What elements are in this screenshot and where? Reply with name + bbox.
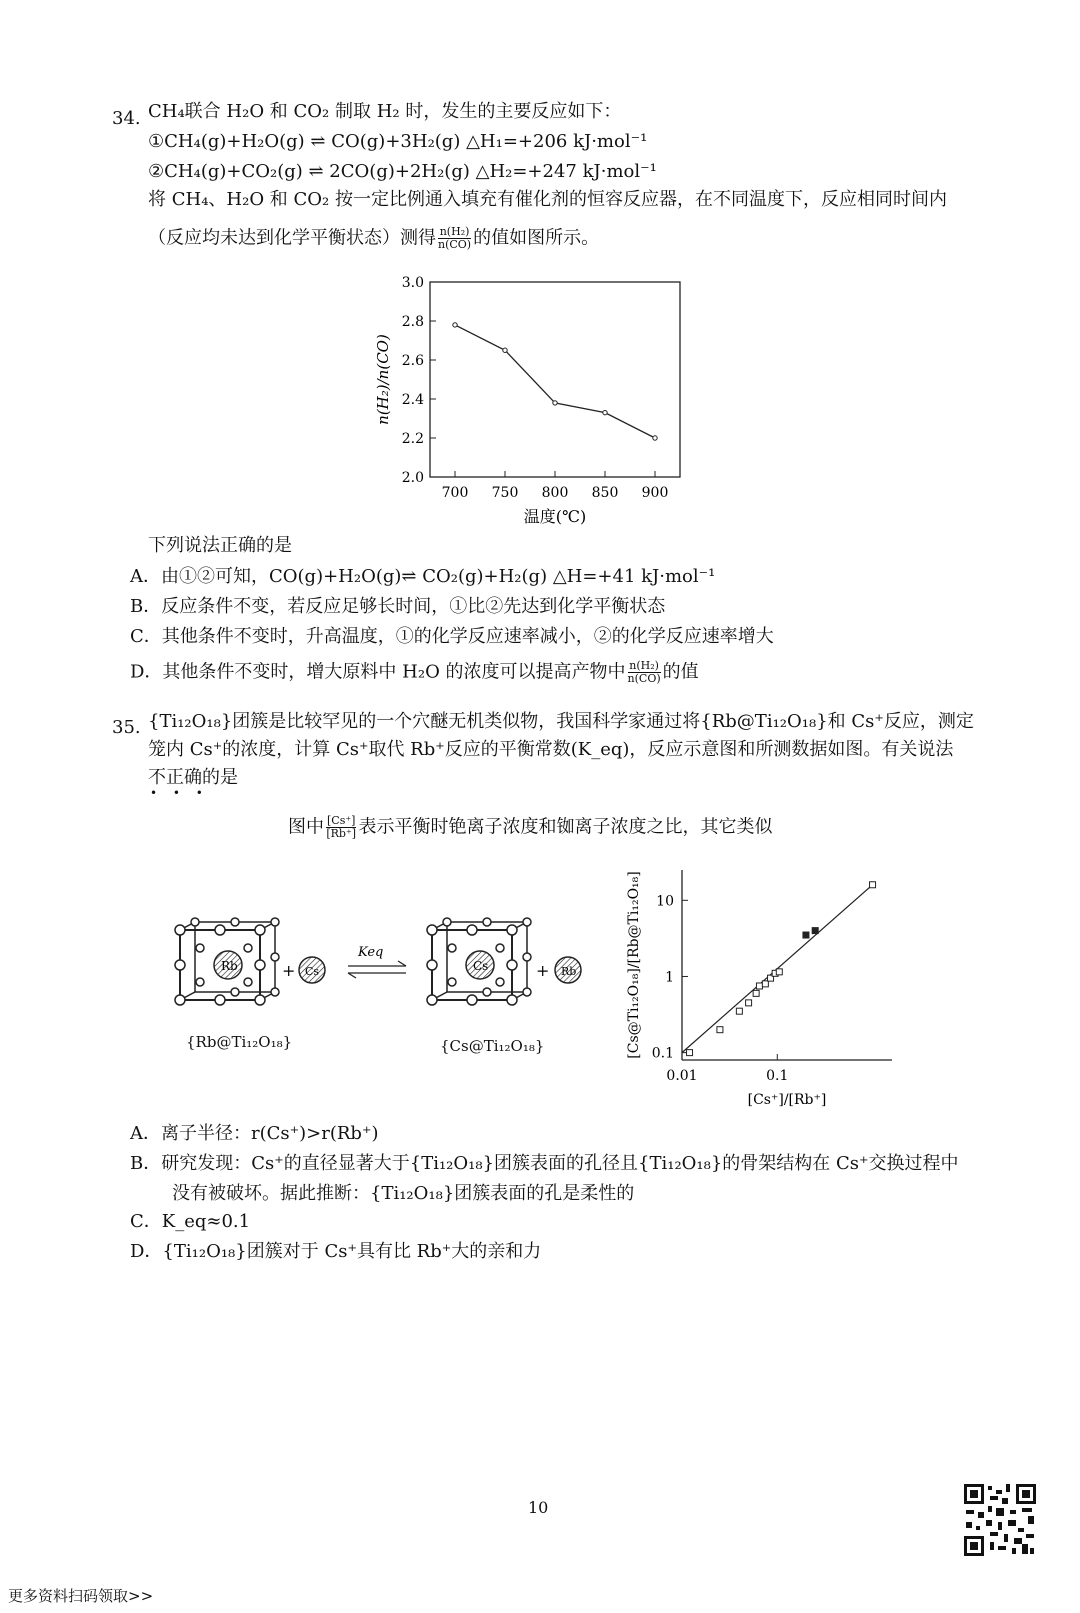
question-35-line-3: 不正确的是 <box>148 767 238 788</box>
fraction-numerator: n(H₂) <box>439 225 470 238</box>
desc-2-text-a: （反应均未达到化学平衡状态）测得 <box>148 227 436 249</box>
data-point <box>753 990 759 996</box>
option-35-b-line-2: 没有被破坏。据此推断：{Ti₁₂O₁₈}团簇表面的孔是柔性的 <box>172 1183 635 1204</box>
option-35-c: C．K_eq≈0.1 <box>130 1211 251 1232</box>
ratio-fraction <box>438 226 471 251</box>
data-point <box>717 1027 723 1033</box>
ratio-fraction-d <box>628 660 661 685</box>
y-axis-label: [Cs@Ti₁₂O₁₈]/[Rb@Ti₁₂O₁₈] <box>626 871 642 1059</box>
emphasis-dots: • • • <box>150 786 209 800</box>
question-35-number: 35. <box>112 717 141 738</box>
rb-center-label: Rb <box>221 959 238 973</box>
y-tick-label: 0.1 <box>651 1045 674 1062</box>
y-tick-label: 1 <box>665 969 674 986</box>
plot-frame <box>430 282 680 477</box>
question-35-line-1: {Ti₁₂O₁₈}团簇是比较罕见的一个穴醚无机类似物，我国科学家通过将{Rb@Ti₁₂O₁₈}和 Cs⁺反应，测定 <box>148 711 974 732</box>
rb-cage-structure <box>175 918 279 1005</box>
option-34-b: B．反应条件不变，若反应足够长时间，①比②先达到化学平衡状态 <box>130 596 666 617</box>
fraction-denominator-d: n(CO) <box>627 672 661 685</box>
figure-caption <box>288 815 772 840</box>
x-tick-label: 0.01 <box>666 1068 698 1084</box>
y-tick-label: 2.6 <box>401 353 424 369</box>
data-point <box>653 436 657 440</box>
rb-ion-label: Rb <box>561 965 577 978</box>
option-35-b-line-1: B．研究发现：Cs⁺的直径显著大于{Ti₁₂O₁₈}团簇表面的孔径且{Ti₁₂O₁₈}的骨架结构在 Cs⁺交换过程中 <box>130 1153 959 1174</box>
data-point <box>603 410 607 414</box>
x-tick-label: 0.1 <box>766 1068 789 1084</box>
y-tick-label: 2.2 <box>401 431 424 447</box>
x-tick-label: 700 <box>441 485 469 501</box>
x-tick-label: 800 <box>541 485 569 501</box>
exchange-equilibrium-chart <box>616 860 906 1110</box>
data-point <box>762 981 768 987</box>
plus-sign-2: + <box>536 961 550 980</box>
question-34-stem: 下列说法正确的是 <box>148 535 292 556</box>
y-tick-label: 2.0 <box>401 470 424 486</box>
question-34-desc-1: 将 CH₄、H₂O 和 CO₂ 按一定比例通入填充有催化剂的恒容反应器，在不同温度下，反应相同时间内 <box>148 189 947 210</box>
fraction-denominator: n(CO) <box>438 238 472 251</box>
x-axis-label: [Cs⁺]/[Rb⁺] <box>747 1092 827 1108</box>
data-point <box>776 969 782 975</box>
x-tick-label: 750 <box>491 485 519 501</box>
option-d-text-b: 的值 <box>662 661 699 683</box>
desc-2-text-b: 的值如图所示。 <box>473 227 600 249</box>
question-34-intro: CH₄联合 H₂O 和 CO₂ 制取 H₂ 时，发生的主要反应如下： <box>148 101 622 122</box>
data-point <box>803 932 809 938</box>
data-point <box>736 1008 742 1014</box>
data-point <box>687 1050 693 1056</box>
option-34-a: A．由①②可知，CO(g)+H₂O(g)⇌ CO₂(g)+H₂(g) △H=+41 kJ·mol⁻¹ <box>130 566 716 587</box>
caption-text-a: 图中 <box>288 816 324 838</box>
plus-sign-1: + <box>282 961 296 980</box>
cs-ion-label: Cs <box>305 965 320 978</box>
x-axis-label: 温度(℃) <box>523 507 587 526</box>
y-tick-label: 2.8 <box>401 314 424 330</box>
x-tick-label: 900 <box>641 485 669 501</box>
data-point <box>870 882 876 888</box>
data-point <box>746 1000 752 1006</box>
keq-arrow-label: Keq <box>358 945 384 960</box>
option-35-d: D．{Ti₁₂O₁₈}团簇对于 Cs⁺具有比 Rb⁺大的亲和力 <box>130 1241 542 1262</box>
cs-cage-label: {Cs@Ti₁₂O₁₈} <box>440 1037 545 1055</box>
reaction-1: ①CH₄(g)+H₂O(g) ⇌ CO(g)+3H₂(g) △H₁=+206 kJ·mol⁻¹ <box>148 131 648 152</box>
question-34-desc-2 <box>148 226 599 251</box>
option-34-d <box>130 660 699 685</box>
option-d-text-a: D．其他条件不变时，增大原料中 H₂O 的浓度可以提高产物中 <box>130 661 626 683</box>
option-34-c: C．其他条件不变时，升高温度，①的化学反应速率减小，②的化学反应速率增大 <box>130 626 774 647</box>
data-point <box>756 983 762 989</box>
data-point <box>553 401 557 405</box>
series-line <box>455 325 655 438</box>
caption-denominator: [Rb⁺] <box>326 827 357 840</box>
data-point <box>503 348 507 352</box>
y-axis-label: n(H₂)/n(CO) <box>374 334 392 425</box>
cs-center-label: Cs <box>473 959 489 973</box>
y-tick-label: 2.4 <box>401 392 424 408</box>
caption-numerator: [Cs⁺] <box>327 814 356 827</box>
h2-co-ratio-chart <box>360 268 720 538</box>
fraction-numerator-d: n(H₂) <box>629 659 659 672</box>
reaction-2: ②CH₄(g)+CO₂(g) ⇌ 2CO(g)+2H₂(g) △H₂=+247 kJ·mol⁻¹ <box>148 161 657 182</box>
qr-caption: 更多资料扫码领取>> <box>8 1587 154 1605</box>
question-35-line-2: 笼内 Cs⁺的浓度，计算 Cs⁺取代 Rb⁺反应的平衡常数(K_eq)，反应示意图和所测数据如图。有关说法 <box>148 739 954 760</box>
question-34-number: 34. <box>112 108 141 129</box>
data-point <box>812 928 818 934</box>
equilibrium-arrow <box>348 961 406 978</box>
page-number: 10 <box>528 1498 549 1517</box>
option-35-a: A．离子半径：r(Cs⁺)>r(Rb⁺) <box>130 1123 379 1144</box>
qr-code-icon <box>962 1482 1038 1558</box>
caption-fraction <box>326 815 356 840</box>
y-tick-label: 3.0 <box>401 275 424 291</box>
caption-text-b: 表示平衡时铯离子浓度和铷离子浓度之比，其它类似 <box>358 816 773 838</box>
data-point <box>453 323 457 327</box>
x-tick-label: 850 <box>591 485 619 501</box>
y-tick-label: 10 <box>656 893 674 910</box>
cs-cage-structure <box>427 918 531 1005</box>
rb-cage-label: {Rb@Ti₁₂O₁₈} <box>186 1033 293 1051</box>
